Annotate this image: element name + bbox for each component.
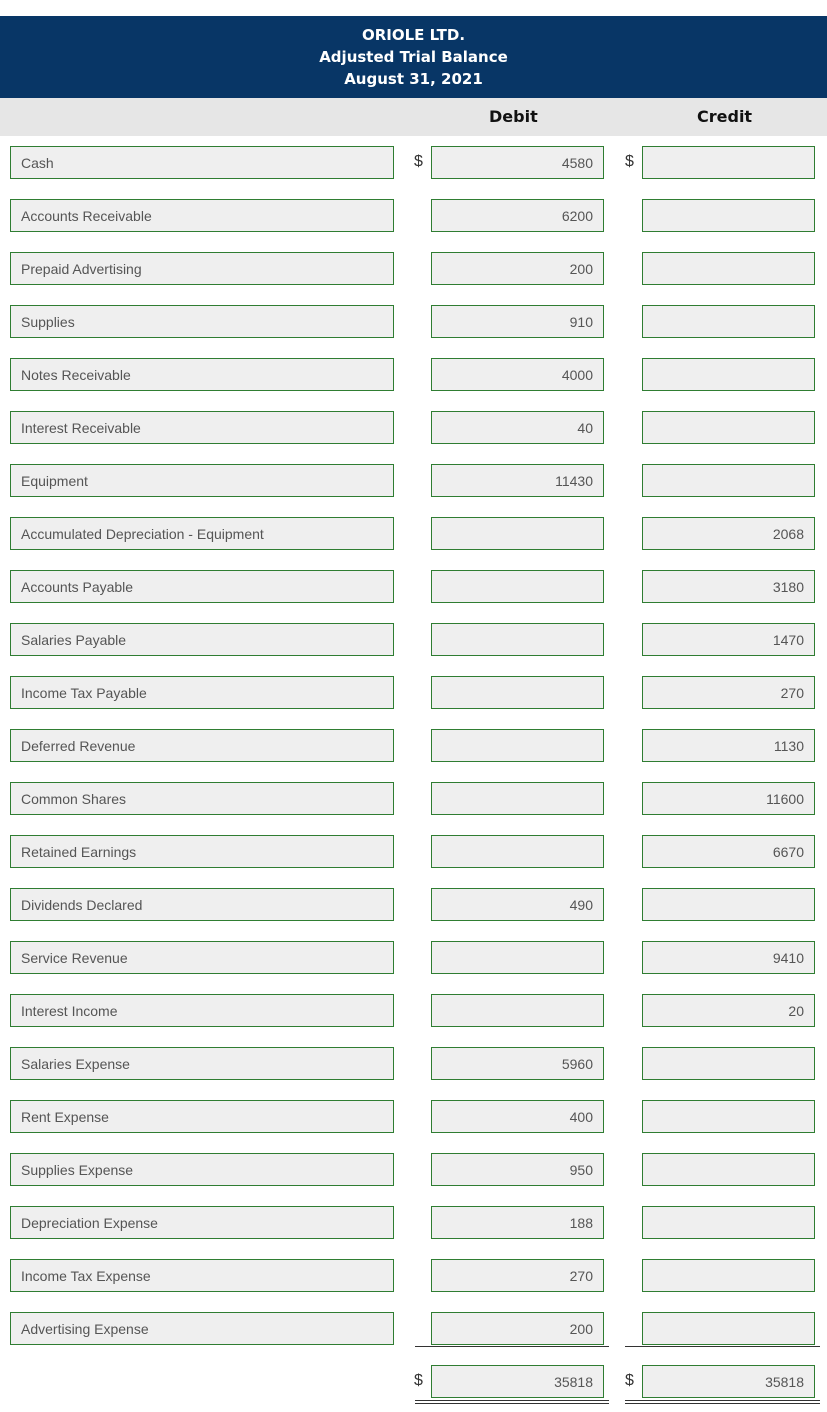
credit-amount-field[interactable]: [642, 1259, 815, 1292]
debit-amount-field[interactable]: [431, 623, 604, 656]
credit-amount-field[interactable]: 2068: [642, 517, 815, 550]
table-row: [0, 358, 827, 391]
debit-amount-field[interactable]: [431, 994, 604, 1027]
debit-amount-field[interactable]: 5960: [431, 1047, 604, 1080]
account-name-field[interactable]: Notes Receivable: [10, 358, 394, 391]
table-row: [0, 729, 827, 762]
account-name-field[interactable]: Income Tax Expense: [10, 1259, 394, 1292]
credit-amount-field[interactable]: [642, 888, 815, 921]
table-row: [0, 1312, 827, 1345]
credit-amount-field[interactable]: 20: [642, 994, 815, 1027]
credit-amount-field[interactable]: [642, 146, 815, 179]
account-name-field[interactable]: Interest Income: [10, 994, 394, 1027]
account-name-field[interactable]: Depreciation Expense: [10, 1206, 394, 1239]
debit-amount-field[interactable]: 490: [431, 888, 604, 921]
credit-amount-field[interactable]: [642, 1206, 815, 1239]
account-name-field[interactable]: Interest Receivable: [10, 411, 394, 444]
account-name-field[interactable]: Advertising Expense: [10, 1312, 394, 1345]
table-row: [0, 411, 827, 444]
total-debit-input[interactable]: 35818: [431, 1365, 604, 1398]
debit-currency-symbol: $: [414, 153, 423, 170]
debit-amount-field[interactable]: 11430: [431, 464, 604, 497]
account-name-field[interactable]: Salaries Expense: [10, 1047, 394, 1080]
credit-amount-field[interactable]: [642, 464, 815, 497]
debit-amount-field[interactable]: [431, 676, 604, 709]
table-row: [0, 252, 827, 285]
account-name-field[interactable]: Supplies Expense: [10, 1153, 394, 1186]
debit-amount-field[interactable]: [431, 941, 604, 974]
table-row: [0, 1047, 827, 1080]
credit-amount-field[interactable]: [642, 1312, 815, 1345]
debit-amount-field[interactable]: 950: [431, 1153, 604, 1186]
credit-amount-field[interactable]: [642, 411, 815, 444]
table-row: [0, 1100, 827, 1133]
account-name-field[interactable]: Accounts Receivable: [10, 199, 394, 232]
credit-amount-field[interactable]: [642, 1153, 815, 1186]
account-name-field[interactable]: Cash: [10, 146, 394, 179]
debit-amount-field[interactable]: 400: [431, 1100, 604, 1133]
total-debit-currency-symbol: $: [414, 1372, 423, 1389]
debit-amount-field[interactable]: [431, 782, 604, 815]
subtotal-rule-credit: [625, 1346, 820, 1347]
table-row: [0, 146, 827, 179]
table-row: [0, 199, 827, 232]
table-row: [0, 835, 827, 868]
credit-amount-field[interactable]: 1130: [642, 729, 815, 762]
table-row: [0, 517, 827, 550]
account-name-field[interactable]: Prepaid Advertising: [10, 252, 394, 285]
account-name-field[interactable]: Dividends Declared: [10, 888, 394, 921]
debit-amount-field[interactable]: 200: [431, 1312, 604, 1345]
credit-amount-field[interactable]: 1470: [642, 623, 815, 656]
debit-amount-field[interactable]: [431, 517, 604, 550]
debit-amount-field[interactable]: 200: [431, 252, 604, 285]
debit-amount-field[interactable]: 910: [431, 305, 604, 338]
column-header-bar: [0, 98, 827, 136]
credit-amount-field[interactable]: [642, 358, 815, 391]
credit-amount-field[interactable]: [642, 1047, 815, 1080]
subtotal-rule-debit: [415, 1346, 609, 1347]
account-name-field[interactable]: Service Revenue: [10, 941, 394, 974]
credit-amount-field[interactable]: 270: [642, 676, 815, 709]
debit-column-header: Debit: [489, 107, 538, 126]
table-row: [0, 888, 827, 921]
total-credit-currency-symbol: $: [625, 1372, 634, 1389]
table-row: [0, 941, 827, 974]
table-row: [0, 464, 827, 497]
table-row: [0, 305, 827, 338]
account-name-field[interactable]: Retained Earnings: [10, 835, 394, 868]
credit-amount-field[interactable]: [642, 305, 815, 338]
total-credit-input[interactable]: 35818: [642, 1365, 815, 1398]
credit-amount-field[interactable]: 11600: [642, 782, 815, 815]
account-name-field[interactable]: Supplies: [10, 305, 394, 338]
debit-amount-field[interactable]: 4580: [431, 146, 604, 179]
account-name-field[interactable]: Common Shares: [10, 782, 394, 815]
table-row: [0, 623, 827, 656]
company-name: ORIOLE LTD.: [361, 26, 466, 44]
credit-amount-field[interactable]: 6670: [642, 835, 815, 868]
debit-amount-field[interactable]: 188: [431, 1206, 604, 1239]
statement-title: Adjusted Trial Balance: [319, 48, 508, 66]
credit-amount-field[interactable]: [642, 252, 815, 285]
total-double-rule-credit: [625, 1400, 820, 1404]
debit-amount-field[interactable]: [431, 570, 604, 603]
total-double-rule-debit: [415, 1400, 609, 1404]
account-name-field[interactable]: Rent Expense: [10, 1100, 394, 1133]
totals-row: [0, 1365, 827, 1398]
table-row: [0, 1259, 827, 1292]
account-name-field[interactable]: Deferred Revenue: [10, 729, 394, 762]
debit-amount-field[interactable]: 40: [431, 411, 604, 444]
account-name-field[interactable]: Salaries Payable: [10, 623, 394, 656]
table-row: [0, 1153, 827, 1186]
debit-amount-field[interactable]: [431, 835, 604, 868]
debit-amount-field[interactable]: 270: [431, 1259, 604, 1292]
table-row: [0, 782, 827, 815]
table-row: [0, 994, 827, 1027]
statement-header: [0, 16, 827, 98]
credit-amount-field[interactable]: 9410: [642, 941, 815, 974]
credit-amount-field[interactable]: 3180: [642, 570, 815, 603]
debit-amount-field[interactable]: 4000: [431, 358, 604, 391]
debit-amount-field[interactable]: [431, 729, 604, 762]
credit-amount-field[interactable]: [642, 199, 815, 232]
account-name-field[interactable]: Equipment: [10, 464, 394, 497]
credit-amount-field[interactable]: [642, 1100, 815, 1133]
debit-amount-field[interactable]: 6200: [431, 199, 604, 232]
credit-column-header: Credit: [697, 107, 753, 126]
account-name-field[interactable]: Accumulated Depreciation - Equipment: [10, 517, 394, 550]
table-row: [0, 570, 827, 603]
credit-currency-symbol: $: [625, 153, 634, 170]
statement-date: August 31, 2021: [344, 70, 483, 88]
account-name-field[interactable]: Accounts Payable: [10, 570, 394, 603]
table-row: [0, 676, 827, 709]
table-row: [0, 1206, 827, 1239]
account-name-field[interactable]: Income Tax Payable: [10, 676, 394, 709]
